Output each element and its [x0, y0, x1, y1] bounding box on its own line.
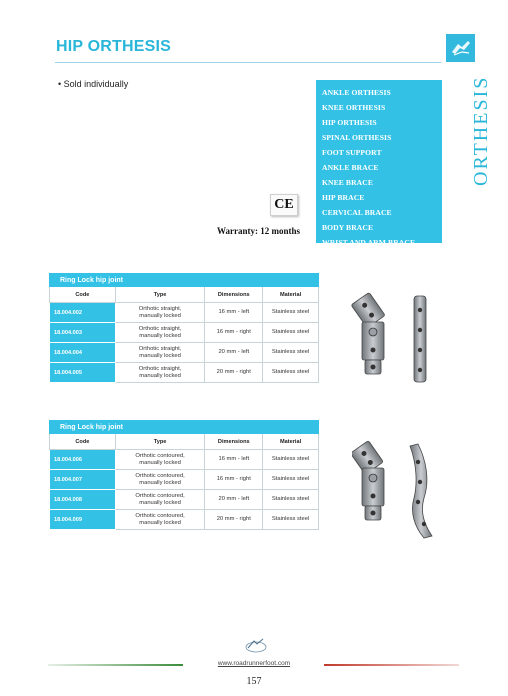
title-divider	[55, 62, 441, 63]
product-material: Stainless steel	[263, 303, 319, 323]
product-material: Stainless steel	[263, 450, 319, 470]
product-dimensions: 20 mm - left	[205, 490, 263, 510]
product-dimensions: 16 mm - left	[205, 450, 263, 470]
table-row	[50, 363, 319, 383]
product-dimensions: 16 mm - right	[205, 470, 263, 490]
table-caption: Ring Lock hip joint	[50, 421, 319, 434]
product-code: 18.004.009	[50, 510, 116, 530]
category-menu	[316, 80, 442, 247]
category-ankle-orthesis[interactable]: ANKLE ORTHESIS	[322, 88, 391, 97]
product-code: 18.004.004	[50, 343, 116, 363]
product-dimensions: 16 mm - left	[205, 303, 263, 323]
category-cervical-brace[interactable]: CERVICAL BRACE	[322, 208, 392, 217]
page-number: 157	[246, 676, 262, 687]
product-table-contoured	[49, 420, 319, 530]
table-row	[50, 490, 319, 510]
brand-logo	[446, 34, 475, 62]
product-table-straight	[49, 273, 319, 383]
product-material: Stainless steel	[263, 510, 319, 530]
product-type: Orthotic straight, manually locked	[115, 323, 205, 343]
category-hip-brace[interactable]: HIP BRACE	[322, 193, 365, 202]
product-code: 18.004.007	[50, 470, 116, 490]
product-type: Orthotic contoured, manually locked	[115, 490, 205, 510]
column-header-material: Material	[263, 434, 319, 450]
ce-mark: CE	[270, 194, 298, 216]
product-material: Stainless steel	[263, 490, 319, 510]
category-spinal-orthesis[interactable]: SPINAL ORTHESIS	[322, 133, 392, 142]
category-foot-support[interactable]: FOOT SUPPORT	[322, 148, 382, 157]
product-material: Stainless steel	[263, 363, 319, 383]
category-ankle-brace[interactable]: ANKLE BRACE	[322, 163, 379, 172]
category-knee-orthesis[interactable]: KNEE ORTHESIS	[322, 103, 386, 112]
table-row	[50, 343, 319, 363]
category-hip-orthesis[interactable]: HIP ORTHESIS	[322, 118, 377, 127]
product-code: 18.004.005	[50, 363, 116, 383]
product-code: 18.004.002	[50, 303, 116, 323]
bird-icon	[450, 38, 472, 58]
table-row	[50, 450, 319, 470]
product-type: Orthotic contoured, manually locked	[115, 450, 205, 470]
category-knee-brace[interactable]: KNEE BRACE	[322, 178, 374, 187]
column-header-type: Type	[115, 434, 205, 450]
table-row	[50, 303, 319, 323]
table-row	[50, 323, 319, 343]
product-code: 18.004.003	[50, 323, 116, 343]
product-type: Orthotic straight, manually locked	[115, 303, 205, 323]
product-dimensions: 20 mm - right	[205, 510, 263, 530]
product-material: Stainless steel	[263, 470, 319, 490]
column-header-dimensions: Dimensions	[205, 434, 263, 450]
category-body-brace[interactable]: BODY BRACE	[322, 223, 374, 232]
column-header-dimensions: Dimensions	[205, 287, 263, 303]
product-type: Orthotic straight, manually locked	[115, 363, 205, 383]
table-caption: Ring Lock hip joint	[50, 274, 319, 287]
product-material: Stainless steel	[263, 343, 319, 363]
product-code: 18.004.006	[50, 450, 116, 470]
category-wrist-and-arm-brace[interactable]: WRIST AND ARM BRACE	[322, 238, 416, 247]
footer-logo	[244, 636, 268, 654]
product-code: 18.004.008	[50, 490, 116, 510]
product-dimensions: 20 mm - right	[205, 363, 263, 383]
column-header-type: Type	[115, 287, 205, 303]
table-row	[50, 470, 319, 490]
column-header-code: Code	[50, 434, 116, 450]
product-dimensions: 20 mm - left	[205, 343, 263, 363]
product-type: Orthotic contoured, manually locked	[115, 510, 205, 530]
sold-individually-note: • Sold individually	[58, 79, 129, 89]
product-material: Stainless steel	[263, 323, 319, 343]
product-type: Orthotic straight, manually locked	[115, 343, 205, 363]
straight-hip-joint-image	[350, 290, 445, 390]
column-header-material: Material	[263, 287, 319, 303]
contoured-hip-joint-image	[352, 440, 447, 540]
page-title: HIP ORTHESIS	[56, 38, 172, 55]
section-side-label: ORTHESIS	[470, 75, 492, 186]
product-type: Orthotic contoured, manually locked	[115, 470, 205, 490]
table-row	[50, 510, 319, 530]
product-dimensions: 16 mm - right	[205, 323, 263, 343]
warranty-text: Warranty: 12 months	[217, 226, 300, 236]
column-header-code: Code	[50, 287, 116, 303]
footer-website-link[interactable]: www.roadrunnerfoot.com	[217, 660, 291, 667]
